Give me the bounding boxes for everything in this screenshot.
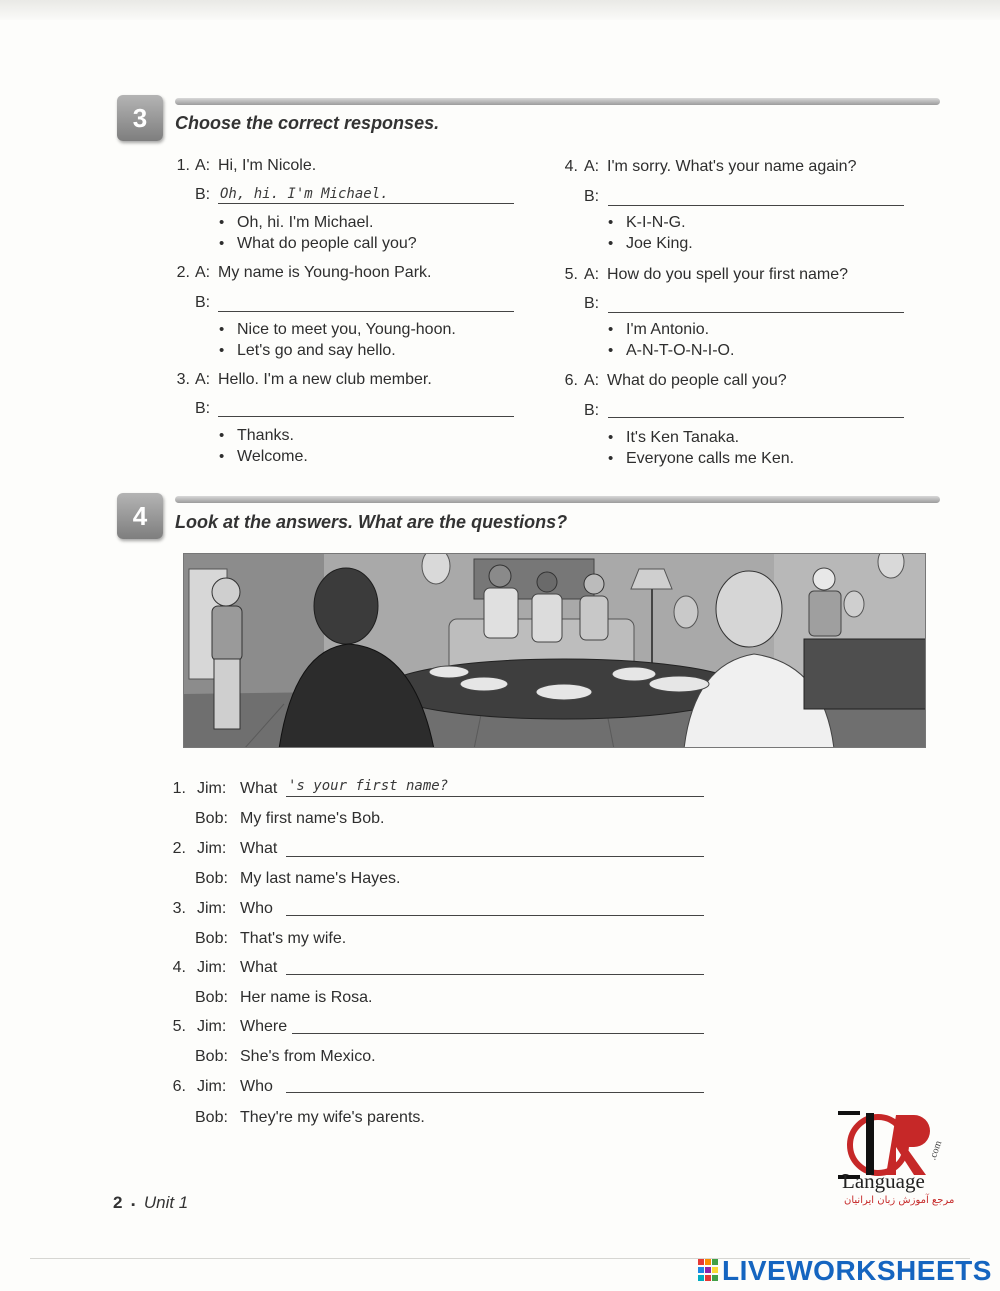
section-3-rule: [175, 98, 940, 105]
speaker-b-label: B:: [584, 188, 600, 205]
item-number: 6.: [172, 1078, 186, 1095]
liveworksheets-grid-icon: [698, 1259, 720, 1283]
bob-answer: My last name's Hayes.: [240, 870, 401, 887]
prompt-text: My name is Young-hoon Park.: [218, 264, 432, 281]
party-scene-drawing: [184, 554, 926, 748]
prompt-text: How do you spell your first name?: [607, 266, 848, 283]
footer-separator: ▪: [131, 1199, 136, 1211]
jim-label: Jim:: [197, 780, 227, 797]
bob-answer: They're my wife's parents.: [240, 1109, 425, 1126]
item-number: 4.: [564, 158, 578, 175]
question-start: Where: [240, 1018, 288, 1035]
answer-line[interactable]: [608, 312, 904, 313]
section-4-badge: 4: [117, 493, 163, 539]
section-3-badge: 3: [117, 95, 163, 141]
section-4-rule: [175, 496, 940, 503]
prompt-text: Hello. I'm a new club member.: [218, 371, 432, 388]
section-3-title: Choose the correct responses.: [175, 113, 440, 133]
question-start: What: [240, 959, 278, 976]
icr-language-logo: [838, 1105, 955, 1215]
item-number: 5.: [564, 266, 578, 283]
option[interactable]: • Welcome.: [219, 448, 308, 466]
logo-word: Language: [842, 1169, 925, 1193]
jim-label: Jim:: [197, 959, 227, 976]
question-start: What: [240, 780, 278, 797]
bob-label: Bob:: [195, 810, 228, 827]
jim-label: Jim:: [197, 900, 227, 917]
bob-answer: Her name is Rosa.: [240, 989, 373, 1006]
item-number: 2.: [172, 840, 186, 857]
answer-line[interactable]: [608, 417, 904, 418]
bob-label: Bob:: [195, 870, 228, 887]
answer-line[interactable]: [286, 915, 704, 916]
question-start: What: [240, 840, 278, 857]
answer-line[interactable]: [608, 205, 904, 206]
bob-answer: That's my wife.: [240, 930, 347, 947]
option[interactable]: • Joe King.: [608, 235, 693, 253]
item-number: 6.: [564, 372, 578, 389]
speaker-a-label: A:: [195, 264, 211, 281]
bob-label: Bob:: [195, 1109, 228, 1126]
scan-edge: [0, 0, 1000, 20]
jim-label: Jim:: [197, 840, 227, 857]
speaker-b-label: B:: [584, 402, 600, 419]
speaker-b-label: B:: [584, 295, 600, 312]
bob-label: Bob:: [195, 1048, 228, 1065]
speaker-a-label: A:: [195, 157, 211, 174]
speaker-b-label: B:: [195, 186, 211, 203]
option[interactable]: • Let's go and say hello.: [219, 342, 396, 360]
answer-line[interactable]: [218, 416, 514, 417]
option[interactable]: • K-I-N-G.: [608, 214, 686, 232]
question-start: Who: [240, 1078, 273, 1095]
option[interactable]: • It's Ken Tanaka.: [608, 429, 739, 447]
item-number: 4.: [172, 959, 186, 976]
jim-label: Jim:: [197, 1078, 227, 1095]
item-number: 1.: [172, 780, 186, 797]
answer-line[interactable]: [286, 796, 704, 797]
speaker-b-label: B:: [195, 400, 211, 417]
page-number: 2: [113, 1193, 123, 1212]
prompt-text: What do people call you?: [607, 372, 787, 389]
option[interactable]: • What do people call you?: [219, 235, 417, 253]
section-4-title: Look at the answers. What are the questions?: [175, 512, 568, 532]
speaker-a-label: A:: [584, 372, 600, 389]
liveworksheets-watermark: LIVEWORKSHEETS: [722, 1255, 992, 1286]
answer-text: 's your first name?: [288, 778, 449, 794]
prompt-text: I'm sorry. What's your name again?: [607, 158, 857, 175]
jim-label: Jim:: [197, 1018, 227, 1035]
logo-com: .com: [927, 1139, 945, 1162]
answer-line[interactable]: [286, 974, 704, 975]
option[interactable]: • Thanks.: [219, 427, 294, 445]
speaker-a-label: A:: [195, 371, 211, 388]
unit-label: Unit 1: [143, 1193, 189, 1212]
bob-label: Bob:: [195, 930, 228, 947]
bob-answer: She's from Mexico.: [240, 1048, 376, 1065]
item-number: 2.: [176, 264, 190, 281]
item-number: 3.: [176, 371, 190, 388]
answer-text: Oh, hi. I'm Michael.: [220, 186, 389, 202]
option[interactable]: • A-N-T-O-N-I-O.: [608, 342, 734, 360]
answer-line[interactable]: [286, 856, 704, 857]
option[interactable]: • Everyone calls me Ken.: [608, 450, 794, 468]
option[interactable]: • I'm Antonio.: [608, 321, 709, 339]
speaker-b-label: B:: [195, 294, 211, 311]
answer-line[interactable]: [286, 1092, 704, 1093]
option[interactable]: • Oh, hi. I'm Michael.: [219, 214, 373, 232]
party-illustration: [183, 553, 926, 748]
option[interactable]: • Nice to meet you, Young-hoon.: [219, 321, 456, 339]
speaker-a-label: A:: [584, 158, 600, 175]
speaker-a-label: A:: [584, 266, 600, 283]
item-number: 5.: [172, 1018, 186, 1035]
answer-line[interactable]: [292, 1033, 704, 1034]
answer-line[interactable]: [218, 203, 514, 204]
answer-line[interactable]: [218, 311, 514, 312]
question-start: Who: [240, 900, 273, 917]
page-footer: [113, 1193, 188, 1213]
logo-tagline: مرجع آموزش زبان ایرانیان: [844, 1195, 955, 1206]
bob-answer: My first name's Bob.: [240, 810, 385, 827]
prompt-text: Hi, I'm Nicole.: [218, 157, 317, 174]
item-number: 1.: [176, 157, 190, 174]
bob-label: Bob:: [195, 989, 228, 1006]
item-number: 3.: [172, 900, 186, 917]
